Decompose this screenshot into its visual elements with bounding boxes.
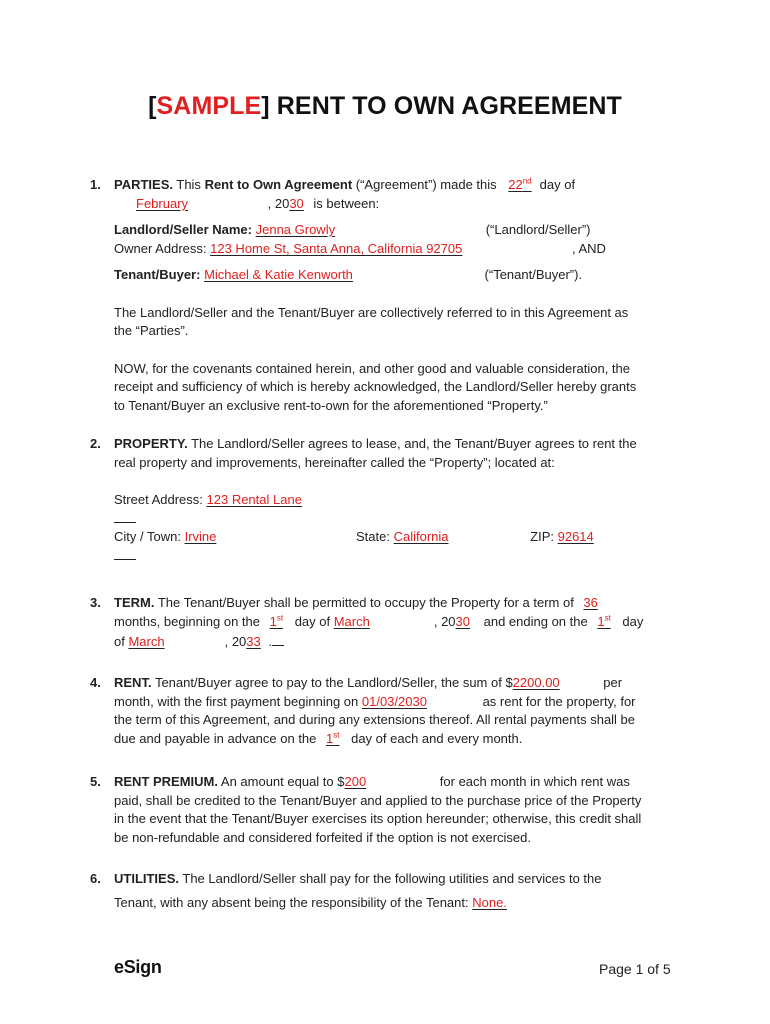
term-line-1: TERM. The Tenant/Buyer shall be permitted to occupy the Property for a term of 36 [114, 594, 606, 612]
premium-line-2: paid, shall be credited to the Tenant/Buyer and applied to the purchase price of the Property [114, 793, 642, 808]
premium-amount-field[interactable]: 200 [344, 774, 367, 789]
document-title [0, 92, 770, 121]
city-state-zip-line [114, 528, 614, 546]
tenant-line [114, 266, 582, 284]
section-6-number: 6. [90, 871, 101, 886]
property-line-1: PROPERTY. The Landlord/Seller agrees to lease, and, the Tenant/Buyer agrees to rent the [114, 436, 637, 451]
section-2-number: 2. [90, 436, 101, 451]
zip-field[interactable]: 92614 [557, 529, 594, 544]
tenant-tag: (“Tenant/Buyer”). [484, 267, 583, 282]
rent-line-4: due and payable in advance on the 1st day of each and every month. [114, 730, 523, 746]
tenant-label: Tenant/Buyer: [114, 267, 201, 282]
rent-heading: RENT. [114, 675, 152, 690]
rent-line-2: month, with the first payment beginning on 01/03/2030 as rent for the property, for [114, 694, 636, 709]
section-5-number: 5. [90, 774, 101, 789]
parties-para-2-line-1: NOW, for the covenants contained herein, and other good and valuable consideration, the [114, 361, 631, 376]
state-field[interactable]: California [393, 529, 449, 544]
term-end-year-field[interactable]: 33 [246, 634, 261, 649]
parties-para-1-line-2: the “Parties”. [114, 323, 189, 338]
state-label: State: [356, 529, 390, 544]
utilities-heading: UTILITIES. [114, 871, 179, 886]
street-line [114, 491, 620, 509]
zip-label: ZIP: [530, 529, 554, 544]
section-3-number: 3. [90, 595, 101, 610]
premium-heading: RENT PREMIUM. [114, 774, 218, 789]
term-start-year-field[interactable]: 30 [455, 614, 470, 629]
city-label: City / Town: [114, 529, 181, 544]
esign-logo: eSign [114, 957, 162, 977]
utilities-line-2: Tenant, with any absent being the responsibility of the Tenant: None. [114, 894, 605, 912]
owner-address-line: Owner Address: 123 Home St, Santa Anna, California 92705 , AND [114, 241, 606, 256]
landlord-line [114, 221, 590, 239]
rent-line-1: RENT. Tenant/Buyer agree to pay to the Landlord/Seller, the sum of $2200.00 per [114, 675, 623, 690]
rent-line-3: the term of this Agreement, and during any extensions thereof. All rental payments shall be [114, 712, 636, 727]
title-bracket-open: [ [148, 92, 157, 120]
parties-para-2-line-2: receipt and sufficiency of which is hereby acknowledged, the Landlord/Seller hereby grants [114, 379, 637, 394]
premium-line-3: in the event that the Tenant/Buyer exercises its option hereunder; otherwise, this credit shall [114, 811, 642, 826]
term-start-day-field[interactable]: 1st [269, 613, 284, 629]
term-heading: TERM. [114, 595, 155, 610]
section-1-number: 1. [90, 177, 101, 192]
street-continuation [114, 509, 136, 528]
property-line-2: real property and improvements, hereinafter called the “Property”; located at: [114, 455, 555, 470]
term-months-field[interactable]: 36 [583, 595, 598, 610]
term-line-3: of March , 2033 . [114, 632, 284, 651]
zip-continuation [114, 546, 136, 565]
parties-line-1: PARTIES. This Rent to Own Agreement (“Agreement”) made this 22nd day of [114, 176, 576, 192]
parties-para-1-line-1: The Landlord/Seller and the Tenant/Buyer are collectively referred to in this Agreement as [114, 305, 629, 320]
title-sample: SAMPLE [156, 92, 262, 120]
parties-para-2-line-3: to Tenant/Buyer an exclusive rent-to-own for the aforementioned “Property.” [114, 398, 548, 413]
agreement-month-field[interactable]: February [136, 196, 189, 211]
parties-line-2: February , 2030 is between: [114, 195, 379, 213]
page-number: Page 1 of 5 [599, 961, 671, 977]
term-end-month-field[interactable]: March [128, 634, 165, 649]
agreement-day-field[interactable]: 22nd [508, 176, 532, 192]
agreement-year-field[interactable]: 30 [289, 196, 304, 211]
landlord-label: Landlord/Seller Name: [114, 222, 252, 237]
term-start-month-field[interactable]: March [333, 614, 370, 629]
owner-address-field[interactable]: 123 Home St, Santa Anna, California 92705 [210, 241, 463, 256]
city-field[interactable]: Irvine [184, 529, 217, 544]
street-label: Street Address: [114, 492, 203, 507]
street-address-field[interactable]: 123 Rental Lane [206, 492, 302, 507]
utilities-field[interactable]: None. [472, 895, 507, 910]
utilities-line-1: UTILITIES. The Landlord/Seller shall pay for the following utilities and services to the [114, 871, 602, 886]
landlord-tag: (“Landlord/Seller”) [485, 222, 591, 237]
property-heading: PROPERTY. [114, 436, 188, 451]
tenant-name-field[interactable]: Michael & Katie Kenworth [204, 267, 353, 282]
owner-address-label: Owner Address: [114, 241, 207, 256]
parties-heading: PARTIES. [114, 177, 173, 192]
title-text: ] RENT TO OWN AGREEMENT [261, 92, 622, 120]
premium-line-1: RENT PREMIUM. An amount equal to $200 for each month in which rent was [114, 774, 630, 789]
landlord-name-field[interactable]: Jenna Growly [255, 222, 336, 237]
term-end-day-field[interactable]: 1st [597, 613, 611, 629]
rent-due-day-field[interactable]: 1st [326, 730, 340, 746]
term-line-2: months, beginning on the 1st day of March , 2030 and ending on the 1st day [114, 613, 644, 629]
premium-line-4: be non-refundable and considered forfeited if the option is not exercised. [114, 830, 531, 845]
first-payment-date-field[interactable]: 01/03/2030 [361, 694, 427, 709]
section-4-number: 4. [90, 675, 101, 690]
rent-amount-field[interactable]: 2200.00 [512, 675, 560, 690]
